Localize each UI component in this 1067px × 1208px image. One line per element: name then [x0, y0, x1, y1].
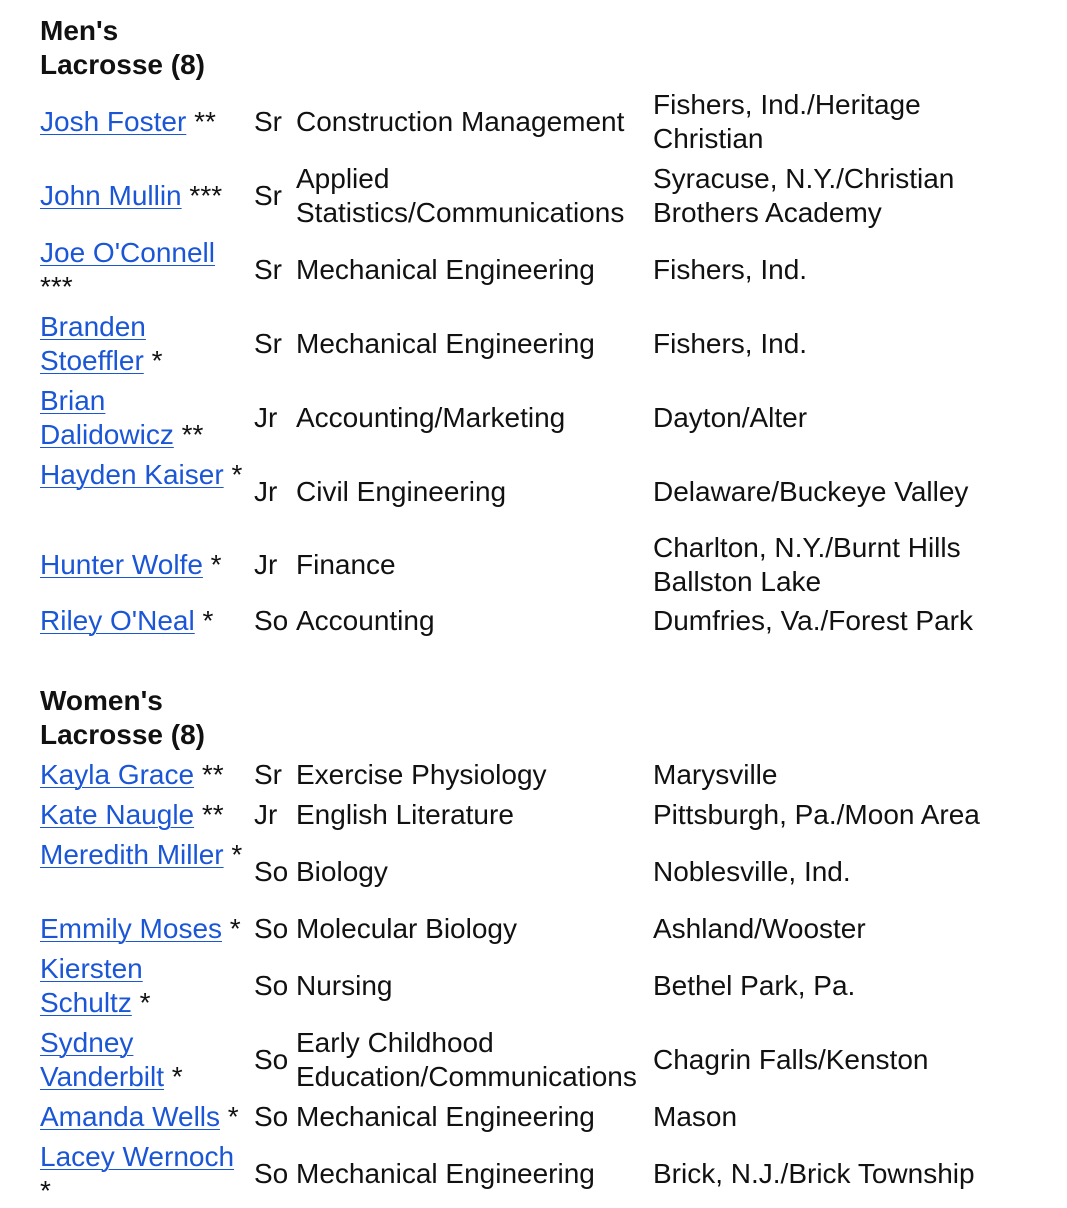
- table-row: [0, 162, 1067, 230]
- honor-stars: *: [210, 549, 222, 580]
- name-cell: [40, 162, 250, 213]
- major-cell: English Literature: [296, 799, 514, 830]
- major-cell: Nursing: [296, 970, 393, 1001]
- hometown-cell: Pittsburgh, Pa./Moon Area: [653, 799, 980, 830]
- year-cell: So: [254, 605, 289, 636]
- year-cell: Sr: [254, 180, 282, 211]
- major-line1: Applied: [296, 163, 390, 194]
- table-row: [0, 458, 1067, 526]
- table-row: [0, 1026, 1067, 1094]
- name-cell: [40, 531, 250, 582]
- year-cell: So: [254, 1044, 289, 1075]
- year-cell: So: [254, 1101, 289, 1132]
- honor-stars: *: [40, 1175, 51, 1206]
- honor-stars: *: [231, 839, 243, 870]
- major-line1: Early Childhood: [296, 1027, 494, 1058]
- honor-stars: *: [202, 605, 214, 636]
- major-cell: Mechanical Engineering: [296, 1101, 595, 1132]
- section-title-line2: Lacrosse (8): [40, 49, 205, 80]
- major-cell: Finance: [296, 549, 396, 580]
- athlete-link[interactable]: Joe O'Connell: [40, 237, 215, 268]
- table-row: [0, 1140, 1067, 1208]
- name-cell: [40, 838, 250, 872]
- athlete-link[interactable]: Hunter Wolfe: [40, 549, 203, 580]
- name-cell: [40, 384, 250, 452]
- name-cell: [40, 1140, 250, 1208]
- hometown-line1: Charlton, N.Y./Burnt Hills: [653, 532, 961, 563]
- year-cell: Jr: [254, 476, 278, 507]
- major-cell: Civil Engineering: [296, 476, 507, 507]
- honor-stars: *: [229, 913, 241, 944]
- athlete-link[interactable]: Meredith Miller: [40, 839, 224, 870]
- year-cell: Jr: [254, 549, 278, 580]
- name-cell: [40, 912, 256, 946]
- hometown-cell: Dumfries, Va./Forest Park: [653, 605, 974, 636]
- honor-stars: ***: [40, 271, 73, 302]
- athlete-link[interactable]: Kiersten Schultz: [40, 953, 143, 1018]
- major-cell: Mechanical Engineering: [296, 1158, 595, 1189]
- year-cell: Jr: [254, 402, 278, 433]
- major-cell: [296, 162, 648, 230]
- major-line2: Statistics/Communications: [296, 197, 625, 228]
- honor-stars: *: [139, 987, 151, 1018]
- hometown-cell: Fishers, Ind.: [653, 254, 808, 285]
- major-cell: Molecular Biology: [296, 913, 517, 944]
- honor-stars: *: [171, 1061, 183, 1092]
- name-cell: [40, 604, 250, 638]
- hometown-cell: Delaware/Buckeye Valley: [653, 476, 969, 507]
- hometown-line2: Christian: [653, 123, 764, 154]
- athlete-link[interactable]: Riley O'Neal: [40, 605, 195, 636]
- honor-stars: **: [194, 106, 216, 137]
- hometown-cell: Brick, N.J./Brick Township: [653, 1158, 975, 1189]
- table-row: [0, 88, 1067, 156]
- table-row: [0, 310, 1067, 378]
- major-cell: Biology: [296, 856, 388, 887]
- year-cell: So: [254, 1158, 289, 1189]
- athlete-link[interactable]: John Mullin: [40, 180, 182, 211]
- honor-stars: **: [181, 419, 204, 450]
- hometown-cell: Mason: [653, 1101, 738, 1132]
- major-line2: Education/Communications: [296, 1061, 637, 1092]
- honor-stars: ***: [189, 180, 223, 211]
- table-row: [0, 384, 1067, 452]
- athlete-link[interactable]: Brian Dalidowicz: [40, 385, 174, 450]
- year-cell: So: [254, 970, 289, 1001]
- athlete-link[interactable]: Sydney Vanderbilt: [40, 1027, 165, 1092]
- table-row: [0, 1100, 1067, 1134]
- section-title-line1: Women's: [40, 685, 163, 716]
- section-title-line2: Lacrosse (8): [40, 719, 205, 750]
- honor-stars: **: [201, 759, 224, 790]
- athlete-link[interactable]: Lacey Wernoch: [40, 1141, 235, 1172]
- name-cell: [40, 236, 250, 304]
- year-cell: So: [254, 856, 289, 887]
- athlete-link[interactable]: Amanda Wells: [40, 1101, 221, 1132]
- honor-stars: *: [227, 1101, 239, 1132]
- name-cell: [40, 952, 250, 1020]
- athlete-link[interactable]: Branden Stoeffler: [40, 311, 146, 376]
- name-cell: [40, 758, 250, 792]
- hometown-line2: Ballston Lake: [653, 566, 822, 597]
- name-cell: [40, 798, 250, 832]
- hometown-cell: Dayton/Alter: [653, 402, 808, 433]
- name-cell: [40, 1100, 256, 1134]
- table-row: [0, 838, 1067, 906]
- athlete-link[interactable]: Hayden Kaiser: [40, 459, 224, 490]
- section-title-line1: Men's: [40, 15, 119, 46]
- year-cell: Sr: [254, 759, 282, 790]
- hometown-cell: Ashland/Wooster: [653, 913, 866, 944]
- major-cell: Construction Management: [296, 106, 625, 137]
- year-cell: Jr: [254, 799, 278, 830]
- year-cell: Sr: [254, 328, 282, 359]
- section-heading-womens-lacrosse: [40, 684, 205, 752]
- major-cell: Mechanical Engineering: [296, 254, 595, 285]
- hometown-cell: [653, 162, 1053, 230]
- table-row: [0, 604, 1067, 638]
- table-row: [0, 912, 1067, 946]
- major-cell: Accounting: [296, 605, 435, 636]
- table-row: [0, 236, 1067, 304]
- hometown-cell: Chagrin Falls/Kenston: [653, 1044, 929, 1075]
- year-cell: Sr: [254, 106, 282, 137]
- name-cell: [40, 310, 250, 378]
- hometown-line1: Fishers, Ind./Heritage: [653, 89, 921, 120]
- table-row: [0, 952, 1067, 1020]
- major-cell: Accounting/Marketing: [296, 402, 566, 433]
- table-row: [0, 798, 1067, 832]
- name-cell: [40, 458, 250, 492]
- hometown-cell: Fishers, Ind.: [653, 328, 808, 359]
- major-cell: Exercise Physiology: [296, 759, 547, 790]
- year-cell: Sr: [254, 254, 282, 285]
- major-cell: Mechanical Engineering: [296, 328, 595, 359]
- honor-stars: *: [151, 345, 163, 376]
- year-cell: So: [254, 913, 289, 944]
- name-cell: [40, 1026, 250, 1094]
- table-row: [0, 758, 1067, 792]
- athlete-link[interactable]: Emmily Moses: [40, 913, 223, 944]
- athlete-link[interactable]: Kayla Grace: [40, 759, 195, 790]
- hometown-cell: Noblesville, Ind.: [653, 856, 851, 887]
- athlete-link[interactable]: Josh Foster: [40, 106, 187, 137]
- hometown-cell: [653, 88, 1053, 156]
- honor-stars: *: [231, 459, 243, 490]
- hometown-cell: Bethel Park, Pa.: [653, 970, 856, 1001]
- table-row: [0, 531, 1067, 599]
- hometown-cell: Marysville: [653, 759, 778, 790]
- section-heading-mens-lacrosse: [40, 14, 205, 82]
- honor-stars: **: [201, 799, 224, 830]
- hometown-line1: Syracuse, N.Y./Christian: [653, 163, 955, 194]
- major-cell: [296, 1026, 648, 1094]
- name-cell: [40, 88, 250, 139]
- athlete-link[interactable]: Kate Naugle: [40, 799, 195, 830]
- hometown-cell: [653, 531, 1053, 599]
- hometown-line2: Brothers Academy: [653, 197, 882, 228]
